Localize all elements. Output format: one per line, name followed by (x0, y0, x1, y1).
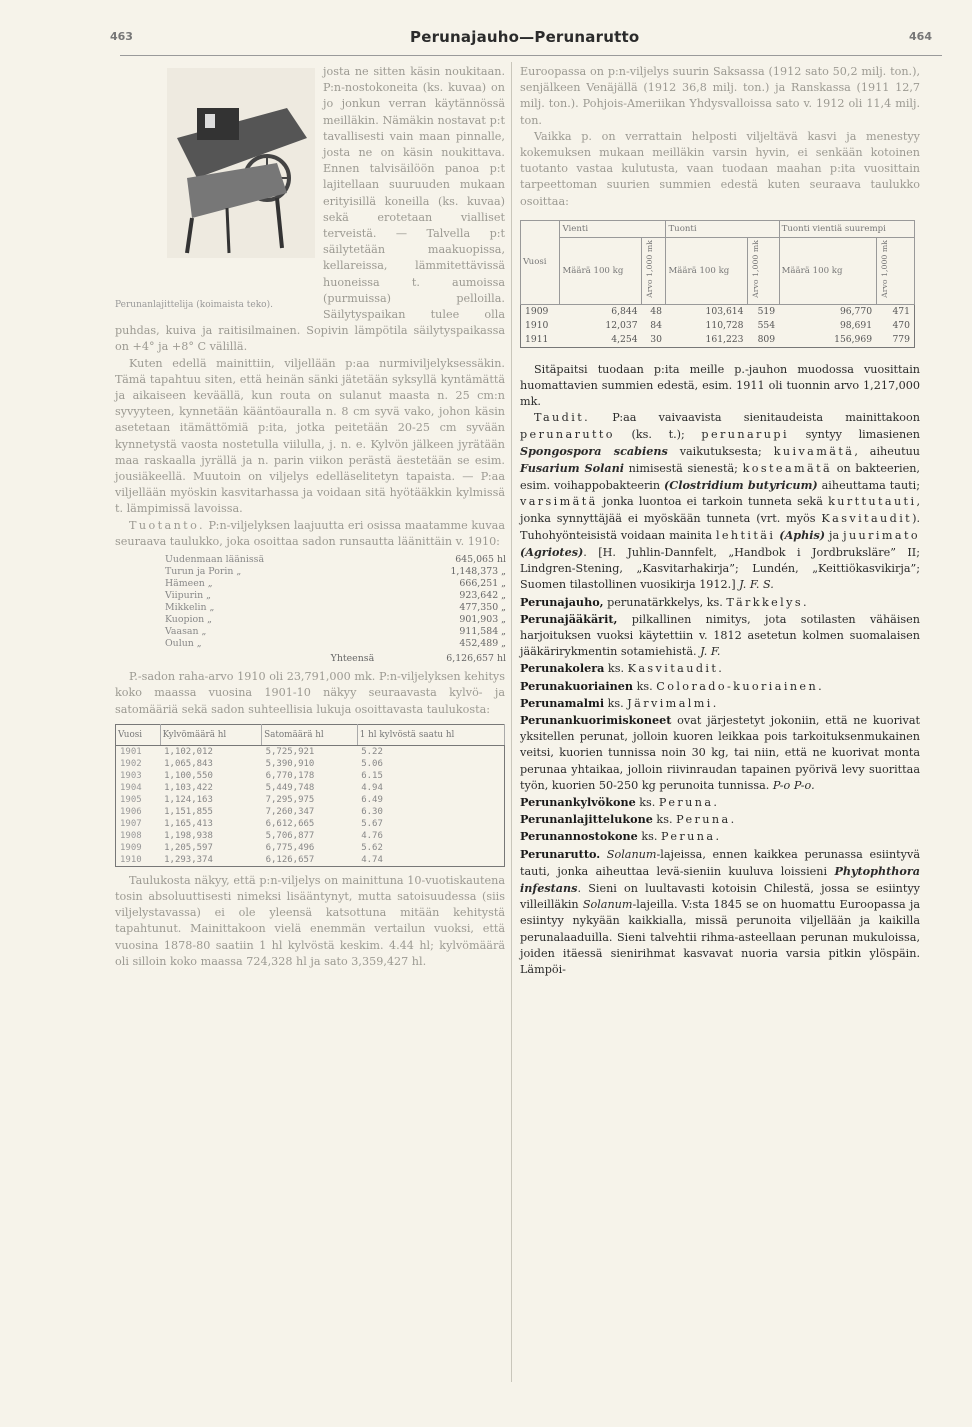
section-heading-tuotanto: Tuotanto. (129, 518, 205, 532)
harvest-cell: 1903 (120, 770, 142, 781)
production-region: Viipurin „ (165, 590, 211, 602)
import-cell: 103,614 (705, 305, 744, 317)
harvest-cell: 1902 (120, 758, 142, 769)
section-heading-taudit: Taudit. (534, 411, 591, 425)
production-total-value: 6,126,657 hl (446, 653, 506, 665)
right-paragraph-3: Sitäpaitsi tuodaan p:ita meille p.-jauhon muodossa vuosittain huomattavien summien edestä, esim. 1911 oli tuonnin arvo 1,217,000 mk. (520, 362, 920, 409)
right-paragraph-2: Vaikka p. on verrattain helposti viljeltävä kasvi ja menestyy kokemuksen mukaan meilläkin varsin hyvin, ei senkään kotoinen tuotanto vastaa kulutusta, vaan tuodaan maahan p:ita vuosittain tarpeettoman suurien summien edestä kuten seuraava taulukko osoittaa: (520, 129, 920, 208)
left-paragraph-4: P.-sadon raha-arvo 1910 oli 23,791,000 mk. P:n-viljelyksen kehitys koko maassa vuosina 1901-10 näkyy seuraavasta kylvö- ja satomääriä sekä sadon suhteellisia lukuja osoittavasta taulukosta: (115, 670, 505, 716)
production-value: 452,489 „ (459, 638, 506, 650)
harvest-row (116, 842, 505, 854)
harvest-cell: 1905 (120, 794, 142, 805)
header-rule (120, 55, 942, 56)
running-header (110, 26, 932, 52)
import-cell: 96,770 (839, 305, 873, 317)
entry-perunarutto: Perunarutto. Solanum-lajeissa, ennen kaikkea perunassa esiintyvä tauti, jonka aiheuttaa levä-sieniin kuuluva loissieni Phytophthora infestans. Sieni on luultavasti kotoisin Chilestä, jossa se esiintyy villeilläkin Solanum-lajeilla. V:sta 1845 se on huomattu Euroopassa ja esiintyy nykyään kaikkialla, missä perunoita viljellään ja kaikilla perunalaaduilla. Sieni talvehtii rihma-asteellaan perunan mukuloissa, joiden itäessä sienirihmat kasvavat nuoria varsia pitkin ylöspäin. Lämpöi- (520, 846, 921, 976)
right-paragraph-1: Euroopassa on p:n-viljelys suurin Saksassa (1912 sato 50,2 milj. ton.), senjälkeen Venäjällä (1912 36,8 milj. ton.) ja Ranskassa (1911 12,7 milj. ton.). Pohjois-Ameriikan Yhdysvalloissa sato v. 1912 oli 11,4 milj. ton. (520, 65, 920, 127)
import-cell: 110,728 (705, 319, 744, 331)
entry-perunamalmi: Perunamalmi ks. Järvimalmi. (520, 695, 717, 710)
page-number-left: 463 (110, 30, 133, 43)
header-value: Arvo 1,000 mk (876, 237, 914, 304)
import-row (521, 333, 915, 348)
harvest-cell: 6.49 (361, 794, 383, 805)
import-cell: 809 (757, 333, 776, 345)
header-amount: Määrä 100 kg (560, 237, 642, 304)
harvest-row (116, 830, 505, 842)
harvest-cell: 1,198,938 (164, 830, 213, 841)
harvest-cell: 5.06 (361, 758, 383, 769)
column-divider (511, 62, 512, 1382)
import-cell: 12,037 (605, 319, 638, 331)
header-year: Vuosi (521, 220, 560, 304)
production-row (163, 614, 508, 626)
header-amount: Määrä 100 kg (666, 237, 748, 304)
right-column (520, 64, 920, 978)
harvest-cell: 1,100,550 (164, 770, 213, 781)
potato-sorter-illustration (167, 68, 315, 258)
harvest-cell: 5,390,910 (265, 758, 315, 769)
entry-perunankuorimiskoneet: Perunankuorimiskoneet ovat järjestetyt jokoniin, että ne kuorivat yksitellen perunat, jolloin kuoren leikkaa pois tarkoituksenmukainen veitsi, kuorien tunnissa noin 30 kg, tai niin, että ne kuorivat monta perunaa yhtaikaa, jolloin riivinraudan tapainen pyörivä levy suorittaa työn, kuorien 50-250 kg perunoita tunnissa. P-o P-o. (520, 712, 920, 792)
harvest-cell: 1,124,163 (164, 794, 213, 805)
harvest-row (116, 818, 505, 830)
harvest-cell: 4.76 (361, 830, 383, 841)
harvest-cell: 1907 (120, 818, 142, 829)
import-cell: 519 (757, 305, 776, 317)
harvest-cell: 1910 (120, 854, 142, 865)
production-region: Kuopion „ (165, 614, 212, 626)
harvest-cell: 1,065,843 (164, 758, 213, 769)
harvest-cell: 1,103,422 (164, 782, 213, 793)
production-row (163, 566, 508, 578)
production-row (163, 554, 508, 566)
left-paragraph-2: Kuten edellä mainittiin, viljellään p:aa nurmiviljelyksessäkin. Tämä tapahtuu siten, että heinän sänki jätetään syksyllä kyntämättä ja aikaiseen keväällä, kun routa on sulanut maasta n. 25 cm:n syvyyteen, kynnetään kääntöauralla n. 8 cm syvä vako, johon käsin asetetaan itämättömiä p:ita, jotka peitetään 20-25 cm syvään kynnetystä vaosta nostetulla viilulla, j. n. e. Kylvön jälkeen jyrätään maa raskaalla jyrällä ja n. parin viikon perästä äestetään se esim. jousiäkeellä. Muutoin on viljelys edelläselitetyn tapaista. — P:aa viljellään myöskin kasvitarhassa ja voidaan sitä hyötääkkin kylmissä t. lämpimissä lavoissa. (115, 356, 505, 516)
harvest-cell: 6,770,178 (265, 770, 315, 781)
harvest-cell: 1,151,855 (164, 806, 213, 817)
production-region: Turun ja Porin „ (165, 566, 242, 578)
harvest-cell: 1,293,374 (164, 854, 213, 865)
production-table (163, 554, 508, 665)
header-amount: Määrä 100 kg (779, 237, 876, 304)
harvest-cell: 4.94 (361, 782, 383, 793)
left-paragraph-5: Taulukosta näkyy, että p:n-viljelys on mainittuna 10-vuotiskautena tosin absoluuttisesti nimeksi lisääntynyt, mutta satoisuudessa (siis viljelystavassa) ei ole yleensä katsottuna mitään kehitystä tapahtunut. Mainittakoon vielä enemmän vertailun vuoksi, että vuosina 1878-80 saatiin 1 hl kylvöstä keskim. 4.44 hl; kylvömäärä oli silloin koko maassa 724,328 hl ja sato 3,359,427 hl. (115, 873, 505, 968)
production-value: 901,903 „ (459, 614, 506, 626)
harvest-cell: 6,126,657 (265, 854, 315, 865)
production-row (163, 626, 508, 638)
production-value: 477,350 „ (459, 602, 506, 614)
entry-perunakolera: Perunakolera ks. Kasvitaudit. (520, 661, 722, 676)
harvest-cell: 6,612,665 (265, 818, 315, 829)
harvest-cell: 4.74 (361, 854, 383, 865)
entry-perunankylvokone: Perunankylvökone ks. Peruna. (520, 794, 717, 809)
import-cell: 156,969 (834, 333, 873, 345)
import-export-table (520, 220, 915, 348)
harvest-cell: 6,775,496 (265, 842, 315, 853)
import-cell: 471 (892, 305, 910, 317)
page-number-right: 464 (909, 30, 932, 43)
harvest-row (116, 794, 505, 806)
harvest-header: Vuosi (116, 724, 161, 745)
import-cell: 98,691 (839, 319, 873, 331)
harvest-cell: 1,205,597 (164, 842, 213, 853)
harvest-cell: 5,449,748 (265, 782, 315, 793)
harvest-cell: 6.15 (361, 770, 383, 781)
production-total-row (163, 650, 508, 665)
left-paragraph-1: josta ne sitten käsin noukitaan. P:n-nostokoneita (ks. kuvaa) on jo jonkun verran käytännössä meilläkin. Nämäkin nostavat p:t tavallisesti vain maan pinnalle, josta ne on käsin noukittava. Ennen talvisäilöön panoa p:t lajitellaan suuruuden mukaan erityisillä koneilla (ks. kuvaa) sekä erotetaan vialliset terveistä. — Talvella p:t säilytetään maakuopissa, kellareissa, lämmitettävissä huoneissa t. aumoissa (purmuissa) pelloilla. Säilytyspaikan tulee olla puhdas, kuiva ja raitisilmainen. Sopivin lämpötila säilytyspaikassa on +4° ja +8° C välillä. (115, 65, 505, 354)
harvest-cell: 1901 (120, 746, 142, 757)
harvest-cell: 5.22 (361, 746, 383, 757)
left-column (115, 64, 505, 970)
harvest-header: Satomäärä hl (262, 724, 358, 745)
harvest-row (116, 782, 505, 794)
harvest-cell: 1908 (120, 830, 142, 841)
harvest-cell: 5.62 (361, 842, 383, 853)
import-cell: 48 (650, 305, 662, 317)
import-cell: 84 (650, 319, 662, 331)
header-import: Tuonti (666, 220, 779, 237)
harvest-cell: 5.67 (361, 818, 383, 829)
harvest-cell: 7,260,347 (265, 806, 315, 817)
harvest-cell: 1906 (120, 806, 142, 817)
harvest-row (116, 745, 505, 758)
harvest-cell: 1,102,012 (164, 746, 213, 757)
production-value: 923,642 „ (459, 590, 506, 602)
potato-sorter-figure (115, 68, 315, 311)
production-row (163, 578, 508, 590)
production-region: Uudenmaan läänissä (165, 554, 265, 566)
production-row (163, 638, 508, 650)
harvest-header: 1 hl kylvöstä saatu hl (357, 724, 504, 745)
harvest-row (116, 770, 505, 782)
header-value: Arvo 1,000 mk (748, 237, 780, 304)
import-cell: 161,223 (705, 333, 744, 345)
production-region: Vaasan „ (165, 626, 207, 638)
production-row (163, 590, 508, 602)
header-value: Arvo 1,000 mk (642, 237, 666, 304)
production-row (163, 602, 508, 614)
import-row (521, 304, 915, 319)
import-cell: 470 (892, 319, 910, 331)
harvest-cell: 1904 (120, 782, 142, 793)
production-region: Mikkelin „ (165, 602, 215, 614)
entry-perunajauho: Perunajauho, perunatärkkelys, ks. Tärkkelys. (520, 594, 807, 609)
harvest-table (115, 724, 505, 867)
harvest-row (116, 854, 505, 867)
harvest-cell: 1,165,413 (164, 818, 213, 829)
harvest-cell: 6.30 (361, 806, 383, 817)
entry-perunannostokone: Perunannostokone ks. Peruna. (520, 829, 720, 844)
header-export: Vienti (560, 220, 666, 237)
production-region: Hämeen „ (165, 578, 213, 590)
import-cell: 4,254 (611, 333, 638, 345)
import-row (521, 319, 915, 333)
import-cell: 1910 (525, 319, 549, 331)
diseases-paragraph: Taudit. P:aa vaivaavista sienitaudeista mainittakoon perunarutto (ks. t.); perunarupi syntyy limasienen Spongospora scabiens vaikutuksesta; kuivamätä, aiheutuu Fusarium Solani nimisestä sienestä; kosteamätä on bakteerien, esim. voihappobakteerin (Clostridium butyricum) aiheuttama tauti; varsimätä jonka luontoa ei tarkoin tunneta sekä kurttutauti, jonka synnyttäjää ei myöskään tunneta (vrt. myös Kasvitaudit). Tuhohyönteisistä voidaan mainita lehtitäi (Aphis) ja juurimato (Agriotes). [H. Juhlin-Dannfelt, „Handbok i Jordbruksläre” II; Lindgren-Stening, „Kasvitarhakirja”; Lundén, „Keittiökasvikirja”; Suomen tilastollinen vuosikirja 1912.] J. F. S. (520, 411, 921, 592)
production-total-label: Yhteensä (330, 653, 375, 665)
production-value: 1,148,373 „ (450, 566, 506, 578)
production-region: Oulun „ (165, 638, 202, 650)
import-cell: 6,844 (611, 305, 638, 317)
figure-caption: Perunanlajittelija (koimaista teko). (115, 300, 273, 310)
harvest-header: Kylvömäärä hl (160, 724, 261, 745)
entry-perunakuoriainen: Perunakuoriainen ks. Colorado-kuoriainen. (520, 678, 822, 693)
entry-perunanlajittelukone: Perunanlajittelukone ks. Peruna. (520, 812, 735, 827)
import-cell: 554 (757, 319, 776, 331)
import-cell: 1911 (525, 333, 549, 345)
production-value: 666,251 „ (459, 578, 506, 590)
harvest-cell: 5,725,921 (265, 746, 315, 757)
import-cell: 30 (650, 333, 662, 345)
page-title: Perunajauho—Perunarutto (410, 28, 640, 46)
production-value: 645,065 hl (455, 554, 506, 566)
production-value: 911,584 „ (459, 626, 506, 638)
harvest-row (116, 758, 505, 770)
harvest-cell: 7,295,975 (265, 794, 315, 805)
import-cell: 1909 (525, 305, 549, 317)
harvest-cell: 1909 (120, 842, 142, 853)
harvest-cell: 5,706,877 (265, 830, 315, 841)
left-paragraph-3: Tuotanto. P:n-viljelyksen laajuutta eri osissa maatamme kuvaa seuraava taulukko, joka osoittaa sadon runsautta läänittäin v. 1910: (115, 518, 505, 548)
import-cell: 779 (892, 333, 910, 345)
header-net-import: Tuonti vientiä suurempi (779, 220, 914, 237)
entry-perunajaakarit: Perunajääkärit, pilkallinen nimitys, jota sotilasten vähäisen harjoituksen vuoksi käytettiin v. 1812 asetetun kolmen suomalaisen jääkärirykmentin sotamiehistä. J. F. (520, 611, 920, 659)
harvest-row (116, 806, 505, 818)
